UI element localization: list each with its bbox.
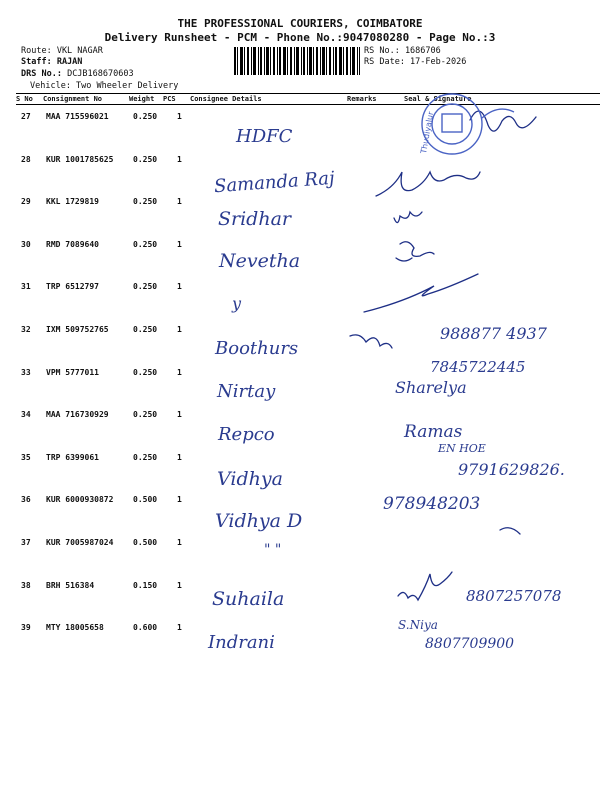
staff-line: Staff: RAJAN [21,57,83,67]
row-sno: 39 [21,623,31,633]
row-pcs: 1 [177,410,182,420]
hand-name: Nevetha [219,250,301,272]
row-consignment-no: KKL 1729819 [46,197,99,207]
col-pcs: PCS [163,95,176,103]
row-weight: 0.250 [133,197,158,207]
hand-name: Indrani [208,632,275,653]
rs-number: RS No.: 1686706 [364,46,441,56]
row-pcs: 1 [177,197,182,207]
row-pcs: 1 [177,367,182,377]
hand-name: Nirtay [217,381,276,402]
row-consignment-no: MAA 716730929 [46,410,109,420]
row-pcs: 1 [177,282,182,292]
row-weight: 0.150 [133,580,158,590]
row-weight: 0.250 [133,325,158,334]
hand-signature-word: EN HOE [438,442,486,455]
hand-phone: 8807257078 [466,587,562,605]
hand-name: Sridhar [218,208,291,230]
row-consignment-no: IXM 509752765 [46,325,109,334]
hand-phone: 978948203 [383,494,481,514]
row-weight: 0.250 [133,112,158,121]
drs-line [21,69,134,80]
hand-signature-word: Sharelya [395,378,467,397]
stamp-text: Thudiyalur [419,110,436,155]
route-line: Route: VKL NAGAR [21,46,103,56]
vehicle-line: Vehicle: Two Wheeler Delivery [30,81,179,91]
row-consignment-no: BRH 516384 [46,580,95,590]
row-weight: 0.250 [133,154,158,164]
row-pcs: 1 [177,538,182,547]
hand-name: " " [264,542,282,558]
hand-phone: 988877 4937 [440,324,547,343]
hand-name: Samanda Raj [213,167,336,198]
row-consignment-no: MAA 715596021 [46,112,109,121]
row-sno: 36 [21,495,31,505]
row-sno: 34 [21,410,31,420]
company-title: THE PROFESSIONAL COURIERS, COIMBATORE [177,17,423,30]
row-consignment-no: TRP 6399061 [46,452,99,462]
hand-phone: 9791629826. [458,460,565,479]
hand-name: HDFC [236,126,293,147]
hand-name: Boothurs [215,338,299,359]
row-consignment-no: KUR 6000930872 [46,495,114,505]
hand-name: Vidhya D [215,510,303,532]
row-sno: 28 [21,154,31,164]
row-consignment-no: MTY 18005658 [46,623,104,633]
col-consignee: Consignee Details [190,95,262,103]
row-weight: 0.250 [133,239,158,249]
col-seal-signature: Seal & Signature [404,95,472,103]
hand-signature-word: S.Niya [398,618,438,632]
signature-scribbles [340,80,600,680]
col-weight: Weight [129,95,155,103]
row-sno: 31 [21,282,31,292]
row-weight: 0.250 [133,410,158,420]
hand-phone: 8807709900 [425,636,515,652]
row-consignment-no: KUR 1001785625 [46,154,114,164]
row-pcs: 1 [177,452,182,462]
col-remarks: Remarks [347,95,377,103]
row-pcs: 1 [177,239,182,249]
row-weight: 0.600 [133,623,158,633]
row-sno: 35 [21,452,31,462]
row-sno: 32 [21,325,31,334]
row-weight: 0.250 [133,367,158,377]
drs-value: DCJB168670603 [61,69,134,79]
barcode [234,47,360,75]
row-consignment-no: VPM 5777011 [46,367,99,377]
row-sno: 30 [21,239,31,249]
row-pcs: 1 [177,495,182,505]
hand-signature-word: Ramas [404,422,463,442]
hand-name: Repco [218,424,275,445]
row-weight: 0.250 [133,452,158,462]
company-seal-stamp [412,88,524,160]
hand-name: Suhaila [212,588,285,610]
row-sno: 27 [21,112,31,121]
hand-name: y [232,294,242,313]
hand-phone: 7845722445 [430,358,526,376]
col-consignment: Consignment No [43,95,103,103]
row-pcs: 1 [177,623,182,633]
row-pcs: 1 [177,112,182,121]
row-consignment-no: TRP 6512797 [46,282,99,292]
row-consignment-no: KUR 7005987024 [46,538,114,547]
row-sno: 37 [21,538,31,547]
col-sno: S No [16,95,33,103]
row-sno: 33 [21,367,31,377]
row-sno: 29 [21,197,31,207]
hand-name: Vidhya [217,468,283,490]
row-pcs: 1 [177,580,182,590]
runsheet-subtitle: Delivery Runsheet - PCM - Phone No.:9047080280 - Page No.:3 [104,31,496,44]
row-sno: 38 [21,580,31,590]
row-weight: 0.250 [133,282,158,292]
row-consignment-no: RMD 7089640 [46,239,99,249]
row-weight: 0.500 [133,538,158,547]
row-pcs: 1 [177,154,182,164]
row-weight: 0.500 [133,495,158,505]
drs-label: DRS No.: [21,69,62,79]
rs-date: RS Date: 17-Feb-2026 [364,57,467,67]
row-pcs: 1 [177,325,182,334]
